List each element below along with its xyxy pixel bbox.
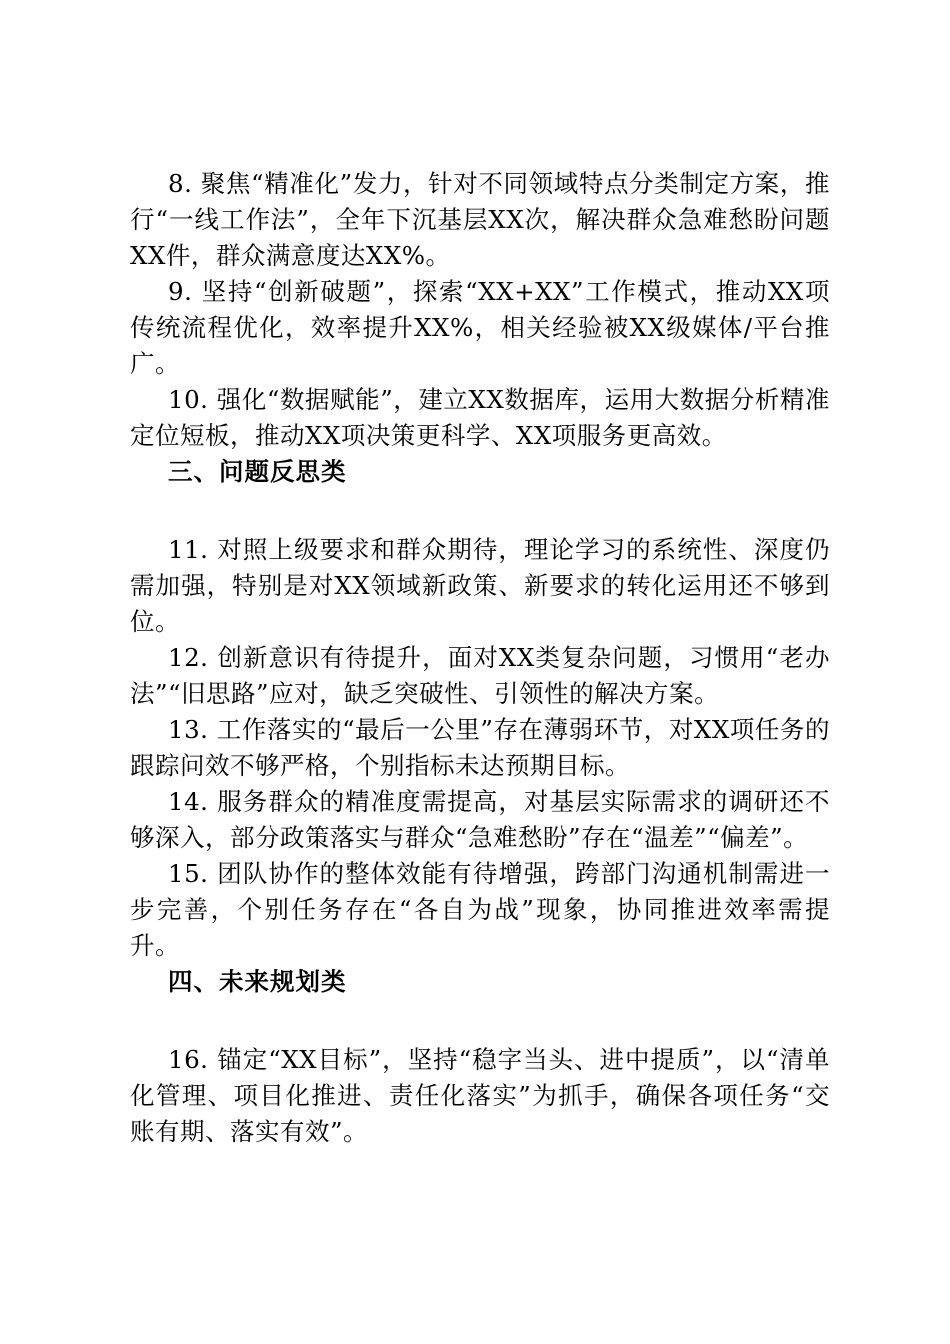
paragraph-9: 9. 坚持“创新破题”，探索“XX+XX”工作模式，推动XX项传统流程优化，效率提升XX%，相关经验被XX级媒体/平台推广。 — [130, 277, 830, 378]
paragraph-16: 16. 锚定“XX目标”，坚持“稳字当头、进中提质”，以“清单化管理、项目化推进、责任化落实”为抓手，确保各项任务“交账有期、落实有效”。 — [130, 1045, 830, 1146]
paragraph-15: 15. 团队协作的整体效能有待增强，跨部门沟通机制需进一步完善，个别任务存在“各自为战”现象，协同推进效率需提升。 — [130, 859, 830, 960]
paragraph-8: 8. 聚焦“精准化”发力，针对不同领域特点分类制定方案，推行“一线工作法”，全年下沉基层XX次，解决群众急难愁盼问题XX件，群众满意度达XX%。 — [130, 169, 830, 270]
paragraph-12: 12. 创新意识有待提升，面对XX类复杂问题，习惯用“老办法”“旧思路”应对，缺乏突破性、引领性的解决方案。 — [130, 643, 830, 708]
paragraph-10: 10. 强化“数据赋能”，建立XX数据库，运用大数据分析精准定位短板，推动XX项决策更科学、XX项服务更高效。 — [130, 385, 830, 450]
section-heading-3: 三、问题反思类 — [168, 457, 347, 486]
paragraph-11: 11. 对照上级要求和群众期待，理论学习的系统性、深度仍需加强，特别是对XX领域新政策、新要求的转化运用还不够到位。 — [130, 535, 830, 636]
document-body — [130, 166, 830, 1150]
section-heading-4: 四、未来规划类 — [168, 967, 347, 996]
paragraph-13: 13. 工作落实的“最后一公里”存在薄弱环节，对XX项任务的跟踪问效不够严格，个别指标未达预期目标。 — [130, 715, 830, 780]
paragraph-14: 14. 服务群众的精准度需提高，对基层实际需求的调研还不够深入，部分政策落实与群众“急难愁盼”存在“温差”“偏差”。 — [130, 787, 830, 852]
